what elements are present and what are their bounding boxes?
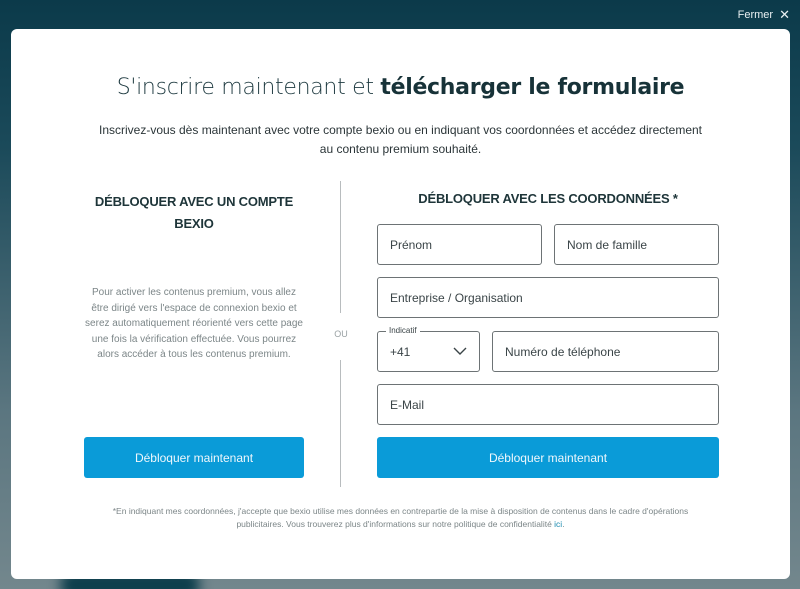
first-name-placeholder: Prénom: [390, 237, 433, 252]
footnote-trailing: .: [562, 519, 565, 529]
bexio-account-section: [84, 191, 304, 360]
chevron-down-icon: [453, 347, 467, 356]
close-label: Fermer: [737, 8, 774, 21]
close-button[interactable]: [738, 8, 790, 21]
modal-title-light: S'inscrire maintenant et: [116, 75, 381, 100]
modal-subtitle: Inscrivez-vous dès maintenant avec votre compte bexio ou en indiquant vos coordonnées et accédez directement au contenu premium souhaité.: [98, 123, 702, 156]
email-placeholder: E-Mail: [390, 397, 425, 412]
signup-modal: [11, 29, 790, 579]
bexio-section-heading: DÉBLOQUER AVEC UN COMPTE BEXIO: [94, 194, 294, 231]
last-name-placeholder: Nom de famille: [567, 237, 648, 252]
last-name-input[interactable]: [554, 224, 719, 265]
company-input[interactable]: [377, 277, 719, 318]
phone-placeholder: Numéro de téléphone: [505, 344, 621, 359]
unlock-with-details-button[interactable]: Débloquer maintenant: [377, 437, 719, 478]
modal-title: [11, 75, 790, 100]
modal-title-bold: télécharger le formulaire: [380, 75, 685, 100]
first-name-input[interactable]: [377, 224, 542, 265]
privacy-policy-link[interactable]: ici: [554, 519, 563, 529]
separator-label: OU: [334, 329, 348, 339]
dial-code-select[interactable]: [377, 326, 480, 372]
contact-section-heading: DÉBLOQUER AVEC LES COORDONNÉES *: [418, 191, 678, 206]
divider: [340, 181, 341, 313]
footnote-text: *En indiquant mes coordonnées, j'accepte que bexio utilise mes données en contrepartie de la mise à disposition de contenus dans le cadre d'opérations publicitaires. Vous trouverez plus d'informations sur notre politique de confidentialité: [112, 506, 689, 529]
dial-code-value: +41: [390, 344, 411, 359]
close-icon: ✕: [779, 7, 790, 22]
company-placeholder: Entreprise / Organisation: [390, 290, 523, 305]
divider: [340, 360, 341, 487]
privacy-footnote: [91, 505, 710, 531]
email-input[interactable]: [377, 384, 719, 425]
bexio-section-description: Pour activer les contenus premium, vous allez être dirigé vers l'espace de connexion bexio et serez automatiquement réorienté vers cette page une fois la vérification effectuée. Vous pourrez alors accéder à tous les contenus premium.: [85, 287, 303, 360]
phone-input[interactable]: [492, 331, 719, 372]
unlock-with-bexio-button[interactable]: Débloquer maintenant: [84, 437, 304, 478]
dial-code-label: Indicatif: [386, 325, 420, 337]
